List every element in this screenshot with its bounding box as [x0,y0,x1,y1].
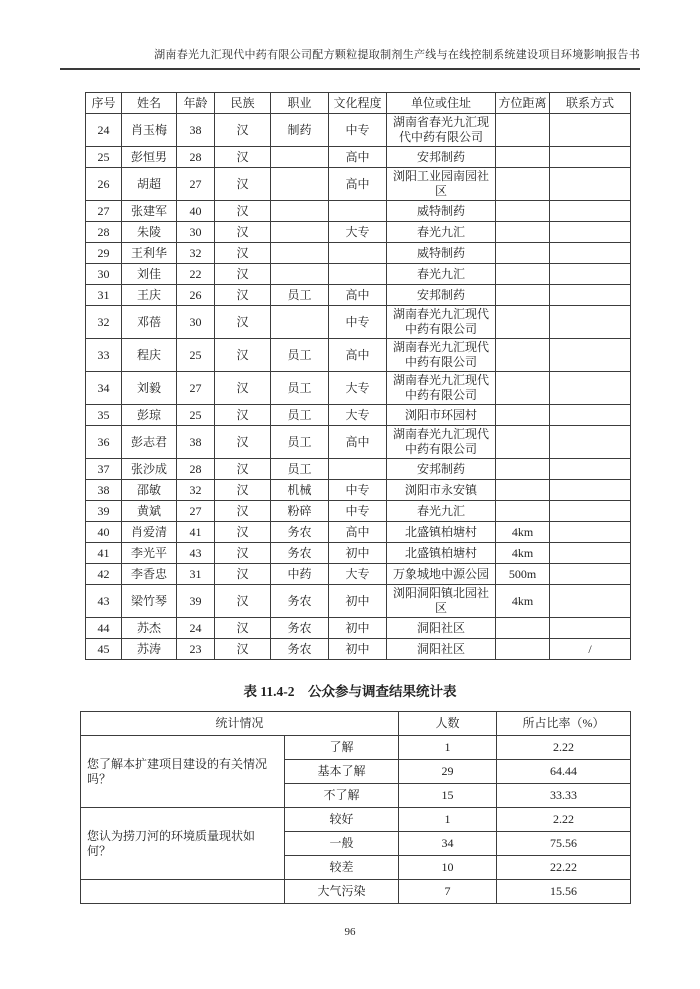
table-cell [550,168,631,201]
table-cell [550,585,631,618]
column-header: 单位或住址 [387,93,496,114]
table-cell: 32 [177,243,215,264]
table-cell [550,339,631,372]
table-cell: 32 [177,480,215,501]
table-cell: 27 [177,501,215,522]
table-cell: 38 [177,426,215,459]
table-cell [496,339,550,372]
table-cell: 北盛镇柏塘村 [387,543,496,564]
table-cell: 湖南省春光九汇现代中药有限公司 [387,114,496,147]
table-cell: 37 [86,459,122,480]
table-cell [550,306,631,339]
table-cell: 26 [177,285,215,306]
table-cell: 员工 [271,405,329,426]
ratio-cell: 22.22 [497,856,631,880]
table-cell: 25 [86,147,122,168]
table-cell [550,114,631,147]
table-row [86,501,631,522]
table-cell: 万象城地中源公园 [387,564,496,585]
table-row [86,543,631,564]
table-cell: 43 [86,585,122,618]
table-cell: 制药 [271,114,329,147]
table-cell [550,201,631,222]
table-row [86,426,631,459]
table-cell: 31 [86,285,122,306]
table-cell [496,459,550,480]
table-cell: 汉 [215,405,271,426]
table-cell [550,426,631,459]
table-cell: 初中 [329,618,387,639]
table-cell: 汉 [215,168,271,201]
table-cell: 中药 [271,564,329,585]
table-row [86,618,631,639]
table-cell: 员工 [271,285,329,306]
column-header-ratio: 所占比率（%） [497,712,631,736]
column-header-count: 人数 [399,712,497,736]
question-cell: 您认为捞刀河的环境质量现状如何？ [81,808,285,880]
table-cell: 29 [86,243,122,264]
table-cell [496,201,550,222]
question-cell [81,880,285,904]
table-cell [496,618,550,639]
table-cell [271,264,329,285]
table-cell: 中专 [329,480,387,501]
table-cell [496,222,550,243]
table-cell: 汉 [215,147,271,168]
table-cell: 汉 [215,222,271,243]
table-row [86,243,631,264]
table-cell: 28 [177,459,215,480]
table-cell [550,372,631,405]
table-cell: 高中 [329,168,387,201]
table-cell: 王利华 [122,243,177,264]
count-cell: 10 [399,856,497,880]
table-row [86,522,631,543]
table-cell: 39 [177,585,215,618]
count-cell: 7 [399,880,497,904]
table-cell [496,480,550,501]
column-header: 方位距离 [496,93,550,114]
table-row [81,736,631,760]
table-cell: 汉 [215,564,271,585]
table-cell [329,201,387,222]
table-cell: 威特制药 [387,243,496,264]
survey-results-table [80,711,631,904]
table-cell [496,114,550,147]
table-row [86,372,631,405]
table-cell [271,306,329,339]
table-cell: 刘毅 [122,372,177,405]
table-cell: 苏杰 [122,618,177,639]
table-cell: 王庆 [122,285,177,306]
table-cell [550,522,631,543]
table-cell: 汉 [215,501,271,522]
results-header-row [81,712,631,736]
table-cell: 彭恒男 [122,147,177,168]
table-row [86,264,631,285]
option-cell: 不了解 [285,784,399,808]
table-cell: 汉 [215,264,271,285]
table-cell [329,243,387,264]
table-cell [496,639,550,660]
table-row [86,306,631,339]
table-cell [496,426,550,459]
ratio-cell: 64.44 [497,760,631,784]
column-header: 年龄 [177,93,215,114]
table-cell: 大专 [329,405,387,426]
table-cell [550,243,631,264]
table-cell: 机械 [271,480,329,501]
table-cell: 高中 [329,285,387,306]
table-cell: 4km [496,543,550,564]
table-cell: 31 [177,564,215,585]
ratio-cell: 33.33 [497,784,631,808]
table-cell: 23 [177,639,215,660]
table-cell: 汉 [215,285,271,306]
table-cell [496,501,550,522]
table-cell: 28 [86,222,122,243]
table-cell: 25 [177,405,215,426]
table-cell: 38 [177,114,215,147]
document-header-title: 湖南春光九汇现代中药有限公司配方颗粒提取制剂生产线与在线控制系统建设项目环境影响报告书 [154,49,640,61]
table-cell: 湖南春光九汇现代中药有限公司 [387,372,496,405]
table-cell: 41 [177,522,215,543]
table-cell: 汉 [215,459,271,480]
table-cell: 26 [86,168,122,201]
table-cell: 湖南春光九汇现代中药有限公司 [387,426,496,459]
table-cell: 41 [86,543,122,564]
table-cell: 汉 [215,543,271,564]
option-cell: 基本了解 [285,760,399,784]
table-cell: 汉 [215,372,271,405]
table-cell [271,243,329,264]
table-cell: 刘佳 [122,264,177,285]
survey-respondents-table [85,92,631,660]
table-cell: 38 [86,480,122,501]
table-cell: 汉 [215,426,271,459]
table-cell: 27 [177,168,215,201]
table-cell: 李光平 [122,543,177,564]
table-cell: 安邦制药 [387,285,496,306]
table-cell: 浏阳市环园村 [387,405,496,426]
table-cell: 汉 [215,114,271,147]
table-cell: 27 [177,372,215,405]
column-header: 民族 [215,93,271,114]
table-cell: 22 [177,264,215,285]
table-cell: 39 [86,501,122,522]
table-cell [550,501,631,522]
question-cell: 您了解本扩建项目建设的有关情况吗？ [81,736,285,808]
table-cell: 大专 [329,222,387,243]
column-header: 职业 [271,93,329,114]
table-cell: 高中 [329,426,387,459]
table-cell: 高中 [329,339,387,372]
table-cell: 30 [177,222,215,243]
option-cell: 一般 [285,832,399,856]
table-cell [550,222,631,243]
count-cell: 29 [399,760,497,784]
table-row [86,147,631,168]
table-row [86,339,631,372]
table-cell: 务农 [271,639,329,660]
table-cell: 员工 [271,459,329,480]
column-header-situation: 统计情况 [81,712,399,736]
table-cell [271,168,329,201]
table-cell [496,243,550,264]
page-number: 96 [344,926,356,938]
table-row [86,168,631,201]
table-cell: 34 [86,372,122,405]
ratio-cell: 2.22 [497,808,631,832]
table-cell: 浏阳洞阳镇北园社区 [387,585,496,618]
header-divider [60,68,640,70]
table-cell: 邓蓓 [122,306,177,339]
table-cell: 员工 [271,372,329,405]
table-cell: 32 [86,306,122,339]
table-cell: 威特制药 [387,201,496,222]
table-cell: 大专 [329,564,387,585]
column-header: 联系方式 [550,93,631,114]
table-cell: 肖爱清 [122,522,177,543]
table-cell: 程庆 [122,339,177,372]
table-cell: 浏阳市永安镇 [387,480,496,501]
table-cell: 苏涛 [122,639,177,660]
table-row [81,880,631,904]
table-cell: 安邦制药 [387,459,496,480]
table-cell: 北盛镇柏塘村 [387,522,496,543]
option-cell: 了解 [285,736,399,760]
table-cell: 高中 [329,147,387,168]
table-cell: 湖南春光九汇现代中药有限公司 [387,306,496,339]
table-cell: 30 [86,264,122,285]
table-cell: 湖南春光九汇现代中药有限公司 [387,339,496,372]
table-cell: 员工 [271,339,329,372]
table-cell: 24 [86,114,122,147]
table-cell [550,264,631,285]
table-cell: 洞阳社区 [387,618,496,639]
table-cell: 务农 [271,585,329,618]
table-cell: 胡超 [122,168,177,201]
table-cell: 汉 [215,480,271,501]
table-cell: 汉 [215,522,271,543]
option-cell: 较差 [285,856,399,880]
table-cell: 肖玉梅 [122,114,177,147]
table-header-row [86,93,631,114]
table-cell: 粉碎 [271,501,329,522]
table-cell [271,201,329,222]
results-table-title: 表 11.4-2 公众参与调查结果统计表 [243,684,457,699]
count-cell: 34 [399,832,497,856]
table-cell [550,405,631,426]
table-cell: 务农 [271,618,329,639]
table-cell: 汉 [215,243,271,264]
table-cell [496,372,550,405]
table-cell [496,306,550,339]
table-cell: 朱陵 [122,222,177,243]
table-cell: 李香忠 [122,564,177,585]
table-row [86,564,631,585]
table-cell: 彭志君 [122,426,177,459]
table-row [86,585,631,618]
table-cell: 35 [86,405,122,426]
table-cell: 高中 [329,522,387,543]
table-row [86,222,631,243]
table-cell: / [550,639,631,660]
table-row [86,405,631,426]
count-cell: 1 [399,736,497,760]
table-row [86,201,631,222]
table-cell [550,618,631,639]
table-cell: 黄斌 [122,501,177,522]
table-cell: 汉 [215,585,271,618]
option-cell: 较好 [285,808,399,832]
ratio-cell: 75.56 [497,832,631,856]
table-cell: 44 [86,618,122,639]
table-cell: 汉 [215,639,271,660]
table-cell: 邵敏 [122,480,177,501]
table-cell: 33 [86,339,122,372]
table-row [86,285,631,306]
table-cell [329,459,387,480]
table-cell: 务农 [271,522,329,543]
table-row [86,480,631,501]
table-cell: 28 [177,147,215,168]
table-cell: 25 [177,339,215,372]
table-cell: 汉 [215,618,271,639]
table-cell: 春光九汇 [387,501,496,522]
table-row [86,114,631,147]
column-header: 序号 [86,93,122,114]
table-cell [550,459,631,480]
count-cell: 1 [399,808,497,832]
table-cell [550,285,631,306]
option-cell: 大气污染 [285,880,399,904]
table-cell: 45 [86,639,122,660]
table-cell [550,543,631,564]
table-cell: 36 [86,426,122,459]
table-cell: 500m [496,564,550,585]
table-cell: 汉 [215,306,271,339]
table-cell: 42 [86,564,122,585]
table-cell [329,264,387,285]
ratio-cell: 15.56 [497,880,631,904]
table-cell: 初中 [329,639,387,660]
table-cell [496,405,550,426]
table-cell [271,147,329,168]
table-cell: 洞阳社区 [387,639,496,660]
table-cell: 4km [496,585,550,618]
table-cell: 40 [177,201,215,222]
count-cell: 15 [399,784,497,808]
table-cell: 30 [177,306,215,339]
table-cell: 24 [177,618,215,639]
table-cell: 43 [177,543,215,564]
table-cell: 初中 [329,543,387,564]
column-header: 姓名 [122,93,177,114]
table-cell [550,147,631,168]
table-cell: 27 [86,201,122,222]
table-cell: 员工 [271,426,329,459]
table-cell: 张建军 [122,201,177,222]
table-cell: 浏阳工业园南园社区 [387,168,496,201]
table-cell [550,480,631,501]
table-cell [496,147,550,168]
table-cell: 春光九汇 [387,222,496,243]
table-cell: 张沙成 [122,459,177,480]
column-header: 文化程度 [329,93,387,114]
table-cell: 春光九汇 [387,264,496,285]
table-cell [271,222,329,243]
table-cell: 40 [86,522,122,543]
table-row [86,639,631,660]
table-cell: 汉 [215,339,271,372]
table-cell [496,285,550,306]
table-cell: 梁竹琴 [122,585,177,618]
table-cell: 安邦制药 [387,147,496,168]
table-cell: 汉 [215,201,271,222]
table-cell: 中专 [329,306,387,339]
table-row [86,459,631,480]
table-cell: 大专 [329,372,387,405]
table-cell: 4km [496,522,550,543]
table-cell: 中专 [329,501,387,522]
table-cell: 初中 [329,585,387,618]
table-cell [550,564,631,585]
table-cell [496,168,550,201]
ratio-cell: 2.22 [497,736,631,760]
table-row [81,808,631,832]
table-cell: 务农 [271,543,329,564]
table-cell [496,264,550,285]
table-cell: 彭琼 [122,405,177,426]
table-cell: 中专 [329,114,387,147]
